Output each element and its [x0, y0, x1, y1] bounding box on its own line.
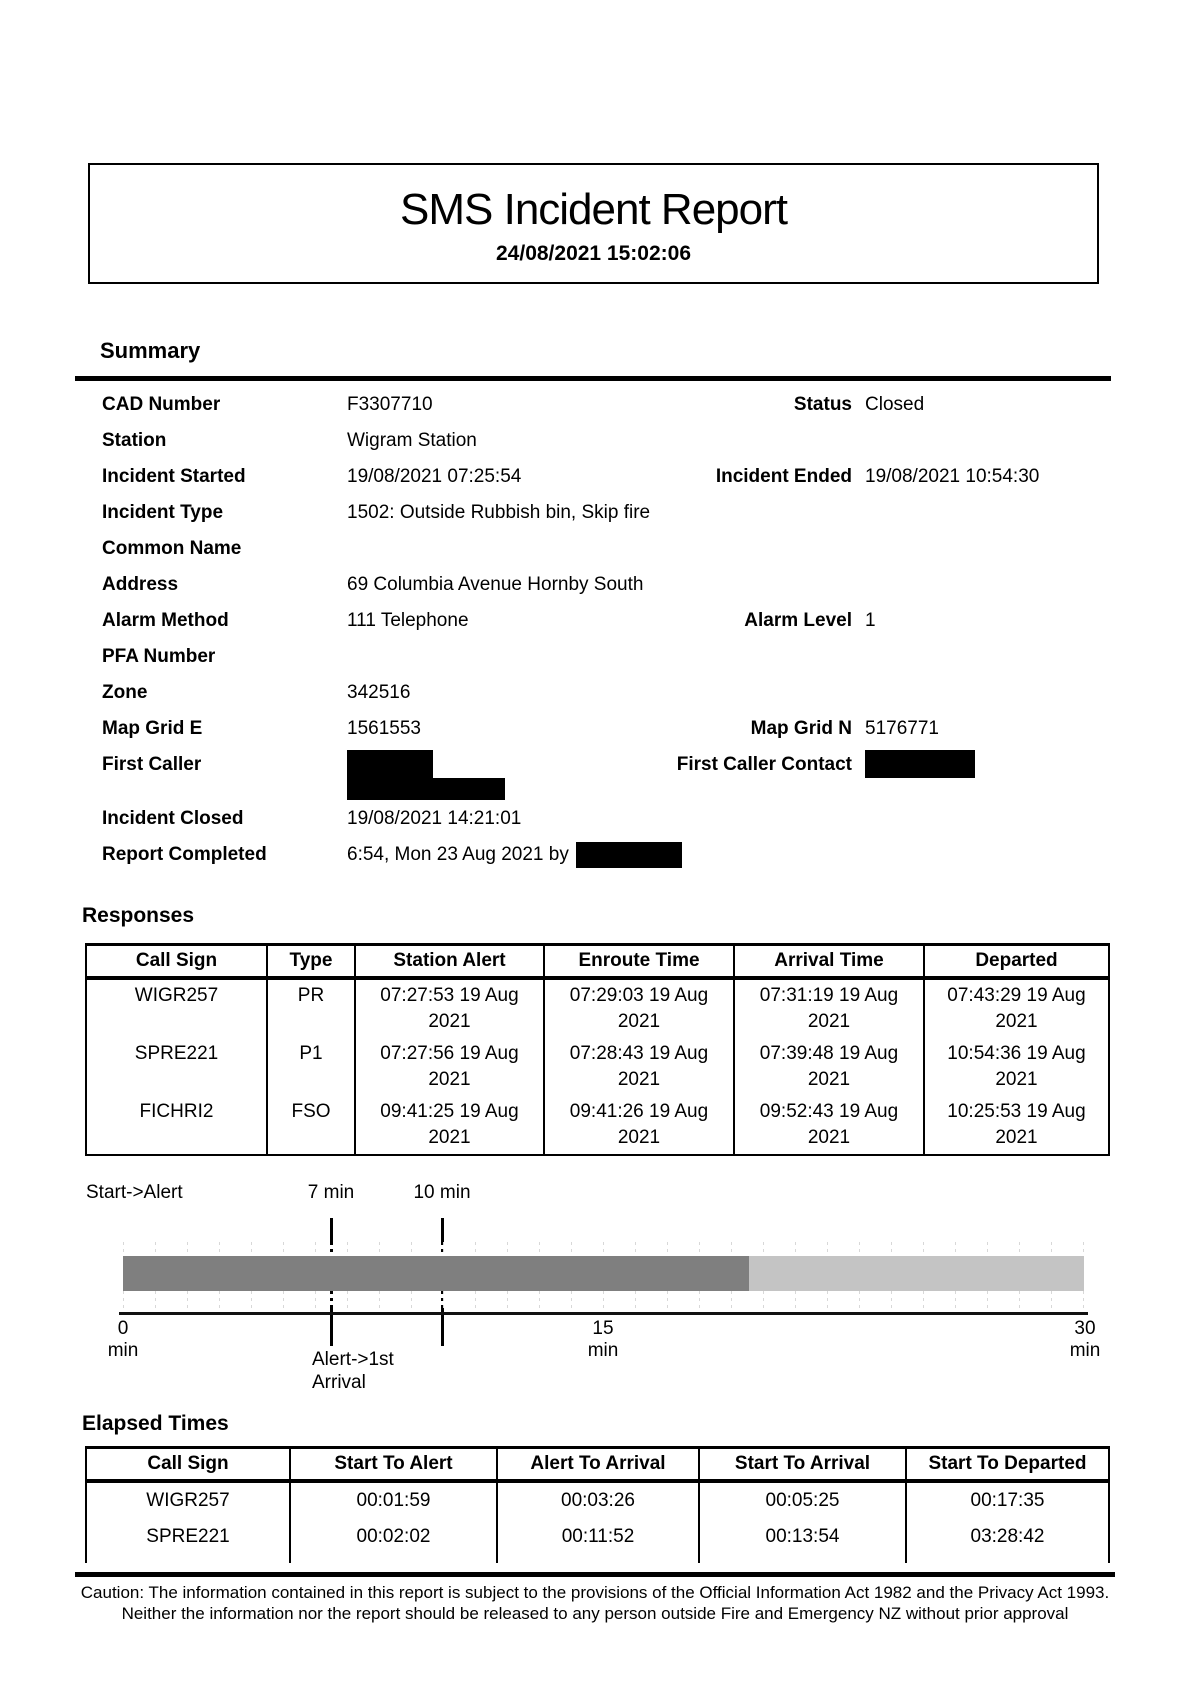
summary-divider [75, 376, 1111, 381]
elapsed-alert-to-arrival: 00:03:26 [497, 1481, 699, 1519]
alert-first-arrival-annotation [312, 1348, 394, 1394]
responses-col-call-sign: Call Sign [86, 945, 267, 979]
axis-tick-0 [83, 1318, 163, 1362]
summary-row-incident-started [80, 464, 1110, 492]
caution-line-2: Neither the information nor the report should be released to any person outside Fire and Emergency NZ without prior approval [121, 1604, 1069, 1623]
elapsed-start-to-arrival: 00:13:54 [699, 1519, 906, 1555]
footer-divider [75, 1572, 1115, 1577]
response-departed: 10:54:36 19 Aug 2021 [947, 1043, 1086, 1090]
axis-tick-15-unit: min [587, 1340, 619, 1361]
alarm-level-label: Alarm Level [744, 610, 852, 631]
first-caller-contact-label: First Caller Contact [676, 754, 852, 775]
cad-number-label: CAD Number [102, 394, 221, 415]
cad-number-value: F3307710 [347, 394, 433, 415]
elapsed-col-start-to-arrival: Start To Arrival [699, 1448, 906, 1482]
pfa-number-label: PFA Number [102, 646, 216, 667]
report-completed-redaction-block [576, 842, 682, 868]
elapsed-start-to-departed: 03:28:42 [970, 1526, 1045, 1547]
incident-type-label: Incident Type [102, 502, 224, 523]
summary-row-zone [80, 680, 1110, 708]
response-station-alert: 07:27:53 19 Aug 2021 [355, 978, 544, 1038]
caution-line-1: Caution: The information contained in this report is subject to the provisions of the Official Information Act 1982 and the Privacy Act 1993. [80, 1583, 1110, 1602]
responses-col-station-alert: Station Alert [355, 945, 544, 979]
map-grid-n-label: Map Grid N [750, 718, 852, 739]
incident-ended-label: Incident Ended [715, 466, 852, 487]
elapsed-col-start-to-departed: Start To Departed [906, 1448, 1109, 1482]
axis-tick-15 [563, 1318, 643, 1362]
response-departed: 07:43:29 19 Aug 2021 [947, 985, 1086, 1032]
responses-col-arrival-time: Arrival Time [734, 945, 924, 979]
response-type: FSO [267, 1096, 355, 1155]
elapsed-start-to-alert: 00:01:59 [290, 1481, 497, 1519]
response-departed: 10:25:53 19 Aug 2021 [947, 1101, 1086, 1148]
responses-table-row [86, 1096, 1109, 1155]
response-type: P1 [267, 1038, 355, 1096]
summary-row-alarm [80, 608, 1110, 636]
responses-table-row [86, 1038, 1109, 1096]
responses-heading: Responses [82, 904, 195, 927]
caution-notice [0, 1582, 1190, 1624]
response-arrival: 07:39:48 19 Aug 2021 [734, 1038, 924, 1096]
incident-ended-value: 19/08/2021 10:54:30 [865, 466, 1040, 487]
status-label: Status [793, 394, 852, 415]
elapsed-start-to-arrival: 00:05:25 [699, 1481, 906, 1519]
station-value: Wigram Station [347, 430, 477, 451]
elapsed-col-alert-to-arrival: Alert To Arrival [497, 1448, 699, 1482]
common-name-label: Common Name [102, 538, 242, 559]
chart-bar-elapsed-segment [123, 1256, 749, 1291]
alarm-level-value: 1 [865, 610, 876, 631]
alarm-method-label: Alarm Method [102, 610, 229, 631]
axis-tick-0-unit: min [107, 1340, 139, 1361]
zone-label: Zone [102, 682, 148, 703]
chart-x-axis [119, 1312, 1088, 1315]
responses-header-row [86, 945, 1109, 979]
summary-row-pfa [80, 644, 1110, 672]
elapsed-start-to-departed: 00:17:35 [970, 1490, 1045, 1511]
summary-row-map-grid [80, 716, 1110, 744]
incident-type-value: 1502: Outside Rubbish bin, Skip fire [347, 502, 651, 523]
page-title: SMS Incident Report [400, 184, 787, 234]
response-type: PR [267, 978, 355, 1038]
summary-row-address [80, 572, 1110, 600]
elapsed-alert-to-arrival: 00:11:52 [497, 1519, 699, 1555]
alarm-method-value: 111 Telephone [347, 610, 469, 631]
response-arrival: 09:52:43 19 Aug 2021 [734, 1096, 924, 1155]
elapsed-table-row [86, 1481, 1109, 1519]
elapsed-table-row [86, 1519, 1109, 1555]
first-caller-redaction-block [347, 750, 433, 778]
first-caller-redaction-block [347, 778, 505, 800]
responses-col-type: Type [267, 945, 355, 979]
alert-first-arrival-line1: Alert->1st [312, 1349, 394, 1370]
marker-10min-label: 10 min [413, 1182, 471, 1203]
address-label: Address [102, 574, 179, 595]
elapsed-start-to-alert: 00:02:02 [290, 1519, 497, 1555]
summary-row-report-completed [80, 842, 1110, 870]
responses-col-enroute-time: Enroute Time [544, 945, 734, 979]
summary-row-first-caller [80, 752, 1110, 806]
response-call-sign: WIGR257 [86, 978, 267, 1038]
map-grid-e-label: Map Grid E [102, 718, 203, 739]
summary-row-incident-type [80, 500, 1110, 528]
first-caller-contact-redaction-block [865, 750, 975, 778]
response-station-alert: 07:27:56 19 Aug 2021 [355, 1038, 544, 1096]
report-generated-timestamp: 24/08/2021 15:02:06 [496, 241, 691, 265]
chart-bar-remaining-segment [749, 1256, 1084, 1291]
alert-first-arrival-line2: Arrival [312, 1372, 366, 1393]
response-arrival: 07:31:19 19 Aug 2021 [734, 978, 924, 1038]
summary-row-common-name [80, 536, 1110, 564]
report-title-box [88, 163, 1099, 284]
response-station-alert: 09:41:25 19 Aug 2021 [355, 1096, 544, 1155]
response-enroute: 09:41:26 19 Aug 2021 [544, 1096, 734, 1155]
elapsed-col-call-sign: Call Sign [86, 1448, 290, 1482]
summary-heading: Summary [100, 338, 201, 363]
responses-table-row [86, 978, 1109, 1038]
summary-row-incident-closed [80, 806, 1110, 834]
first-caller-label: First Caller [102, 754, 202, 775]
axis-tick-30-unit: min [1069, 1340, 1101, 1361]
map-grid-e-value: 1561553 [347, 718, 421, 739]
elapsed-times-table [85, 1446, 1110, 1563]
report-completed-value [347, 842, 682, 868]
start-alert-annotation: Start->Alert [86, 1182, 183, 1203]
responses-table [85, 943, 1110, 1156]
map-grid-n-value: 5176771 [865, 718, 939, 739]
response-call-sign: FICHRI2 [86, 1096, 267, 1155]
elapsed-col-start-to-alert: Start To Alert [290, 1448, 497, 1482]
incident-closed-value: 19/08/2021 14:21:01 [347, 808, 522, 829]
response-call-sign: SPRE221 [86, 1038, 267, 1096]
responses-col-departed: Departed [924, 945, 1109, 979]
elapsed-times-heading: Elapsed Times [82, 1412, 229, 1435]
response-enroute: 07:29:03 19 Aug 2021 [544, 978, 734, 1038]
elapsed-call-sign: WIGR257 [86, 1481, 290, 1519]
elapsed-header-row [86, 1448, 1109, 1482]
response-enroute: 07:28:43 19 Aug 2021 [544, 1038, 734, 1096]
marker-7min-label: 7 min [307, 1182, 355, 1203]
elapsed-call-sign: SPRE221 [86, 1519, 290, 1555]
report-completed-prefix: 6:54, Mon 23 Aug 2021 by [347, 844, 569, 865]
status-value: Closed [865, 394, 925, 415]
axis-tick-30-value: 30 [1074, 1318, 1096, 1339]
axis-tick-15-value: 15 [592, 1318, 614, 1339]
station-label: Station [102, 430, 167, 451]
address-value: 69 Columbia Avenue Hornby South [347, 574, 644, 595]
elapsed-table-clipped-row [86, 1555, 1109, 1563]
incident-closed-label: Incident Closed [102, 808, 244, 829]
zone-value: 342516 [347, 682, 411, 703]
axis-tick-30 [1045, 1318, 1125, 1362]
axis-tick-0-value: 0 [117, 1318, 129, 1339]
summary-row-cad [80, 392, 1110, 420]
incident-started-label: Incident Started [102, 466, 246, 487]
report-completed-label: Report Completed [102, 844, 267, 865]
incident-started-value: 19/08/2021 07:25:54 [347, 466, 522, 487]
summary-row-station [80, 428, 1110, 456]
